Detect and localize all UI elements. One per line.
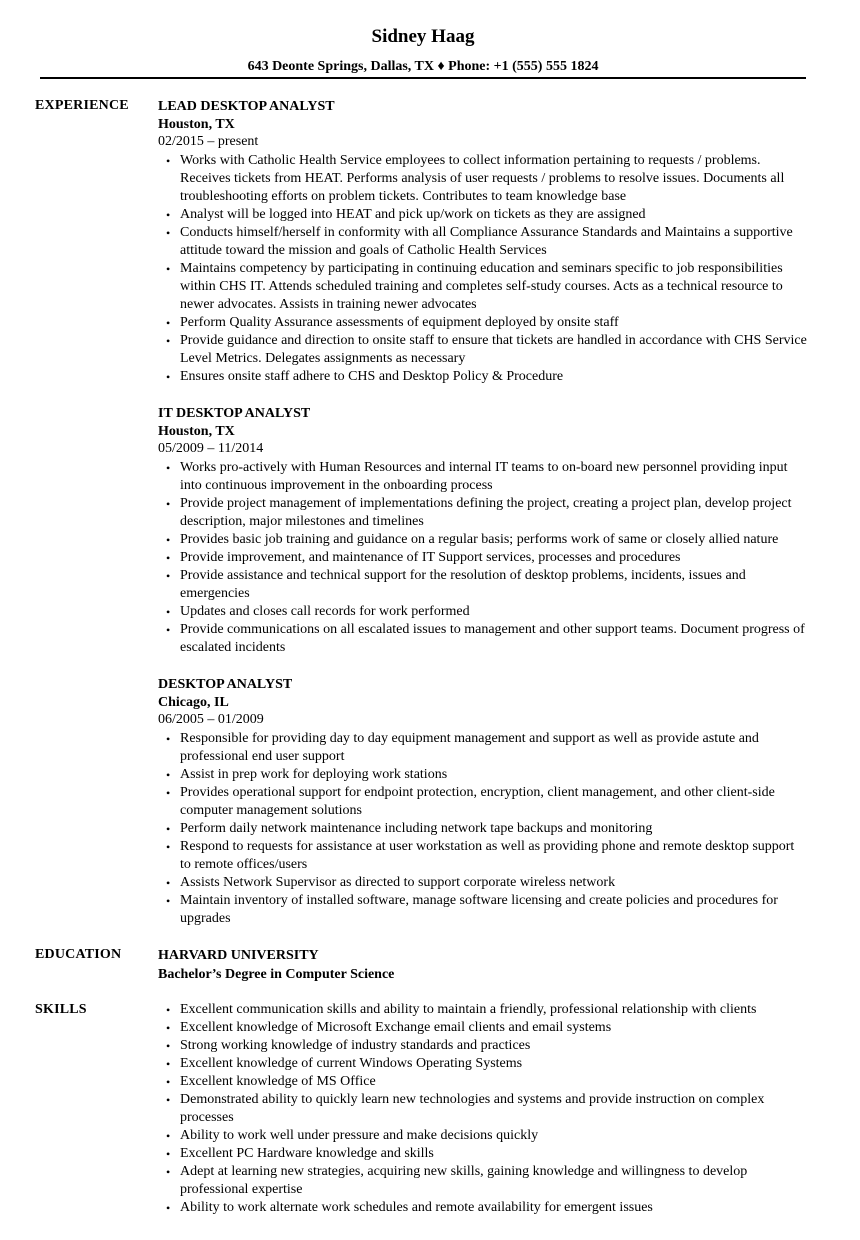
job-bullet-list — [158, 152, 808, 386]
job-bullet: • Perform daily network maintenance including network tape backups and monitoring — [158, 820, 808, 838]
job-bullet-list — [158, 459, 808, 657]
skill-item: • Excellent PC Hardware knowledge and skills — [158, 1145, 808, 1163]
resume-content — [0, 97, 860, 1217]
job-bullet: • Provide project management of implementations defining the project, creating a project plan, develop project description, major milestones and timelines — [158, 495, 808, 531]
education-body — [158, 946, 808, 985]
skill-item: • Excellent knowledge of current Windows Operating Systems — [158, 1055, 808, 1073]
education-heading: EDUCATION — [35, 947, 122, 962]
contact-line: 643 Deonte Springs, Dallas, TX ♦ Phone: +1 (555) 555 1824 — [247, 59, 599, 74]
job-bullet: • Maintain inventory of installed software, manage software licensing and create policies and procedures for upgrades — [158, 892, 808, 928]
experience-body — [158, 97, 808, 928]
job-bullet: • Responsible for providing day to day equipment management and support as well as provide astute and professional end user support — [158, 730, 808, 766]
experience-section — [0, 97, 860, 928]
skills-list — [158, 1001, 808, 1217]
candidate-name: Sidney Haag — [371, 26, 475, 47]
education-section — [0, 946, 860, 985]
job-location: Houston, TX — [158, 424, 235, 439]
job-bullet: • Works pro-actively with Human Resources and internal IT teams to on-board new personnel providing input into continuous improvement in the onboarding process — [158, 459, 808, 495]
skill-item: • Excellent knowledge of Microsoft Exchange email clients and email systems — [158, 1019, 808, 1037]
job-bullet: • Provide communications on all escalated issues to management and other support teams. Document progress of escalated incidents — [158, 621, 808, 657]
job-bullet: • Maintains competency by participating in continuing education and seminars specific to job responsibilities within CHS IT. Attends scheduled training and completes self-study courses. Acts as a technical resource to newer advocates. Assists in training newer advocates — [158, 260, 808, 314]
job-title: DESKTOP ANALYST — [158, 677, 293, 692]
job-bullet: • Assists Network Supervisor as directed to support corporate wireless network — [158, 874, 808, 892]
header-divider — [40, 77, 806, 79]
job-entry — [158, 404, 808, 657]
skill-item: • Ability to work alternate work schedules and remote availability for emergent issues — [158, 1199, 808, 1217]
skill-item: • Demonstrated ability to quickly learn new technologies and systems and provide instruction on complex processes — [158, 1091, 808, 1127]
job-dates: 06/2005 – 01/2009 — [158, 712, 264, 727]
job-bullet: • Works with Catholic Health Service employees to collect information pertaining to requests / problems. Receives tickets from HEAT. Performs analysis of user requests / problems to resolve issues. Documents all troubleshooting efforts on problem tickets. Contributes to team knowledge base — [158, 152, 808, 206]
job-bullet: • Provide guidance and direction to onsite staff to ensure that tickets are handled in accordance with CHS Service Level Metrics. Delegates assignments as necessary — [158, 332, 808, 368]
skills-heading: SKILLS — [35, 1002, 87, 1017]
job-bullet: • Provides basic job training and guidance on a regular basis; performs work of same or closely allied nature — [158, 531, 808, 549]
job-bullet: • Provides operational support for endpoint protection, encryption, client management, and other client-side computer management solutions — [158, 784, 808, 820]
job-title: IT DESKTOP ANALYST — [158, 406, 311, 421]
job-location: Houston, TX — [158, 117, 235, 132]
job-bullet: • Assist in prep work for deploying work stations — [158, 766, 808, 784]
job-bullet: • Conducts himself/herself in conformity with all Compliance Assurance Standards and Maintains a supportive attitude toward the mission and goals of Catholic Health Services — [158, 224, 808, 260]
job-bullet: • Respond to requests for assistance at user workstation as well as providing phone and remote desktop support to remote offices/users — [158, 838, 808, 874]
school-name: HARVARD UNIVERSITY — [158, 948, 319, 963]
job-bullet: • Ensures onsite staff adhere to CHS and Desktop Policy & Procedure — [158, 368, 808, 386]
degree-name: Bachelor’s Degree in Computer Science — [158, 967, 395, 982]
job-bullet-list — [158, 730, 808, 928]
job-entry — [158, 675, 808, 928]
job-dates: 05/2009 – 11/2014 — [158, 441, 264, 456]
job-location: Chicago, IL — [158, 695, 229, 710]
job-title: LEAD DESKTOP ANALYST — [158, 99, 335, 114]
job-bullet: • Provide improvement, and maintenance of IT Support services, processes and procedures — [158, 549, 808, 567]
skill-item: • Adept at learning new strategies, acquiring new skills, gaining knowledge and willingness to develop professional expertise — [158, 1163, 808, 1199]
skills-section — [0, 1001, 860, 1217]
skills-body — [158, 1001, 808, 1217]
job-dates: 02/2015 – present — [158, 134, 259, 149]
experience-heading: EXPERIENCE — [35, 98, 129, 113]
job-bullet: • Analyst will be logged into HEAT and pick up/work on tickets as they are assigned — [158, 206, 808, 224]
skill-item: • Ability to work well under pressure and make decisions quickly — [158, 1127, 808, 1145]
skill-item: • Strong working knowledge of industry standards and practices — [158, 1037, 808, 1055]
skill-item: • Excellent communication skills and ability to maintain a friendly, professional relationship with clients — [158, 1001, 808, 1019]
job-bullet: • Perform Quality Assurance assessments of equipment deployed by onsite staff — [158, 314, 808, 332]
job-bullet: • Updates and closes call records for work performed — [158, 603, 808, 621]
skill-item: • Excellent knowledge of MS Office — [158, 1073, 808, 1091]
job-bullet: • Provide assistance and technical support for the resolution of desktop problems, incidents, issues and emergencies — [158, 567, 808, 603]
job-entry — [158, 97, 808, 386]
